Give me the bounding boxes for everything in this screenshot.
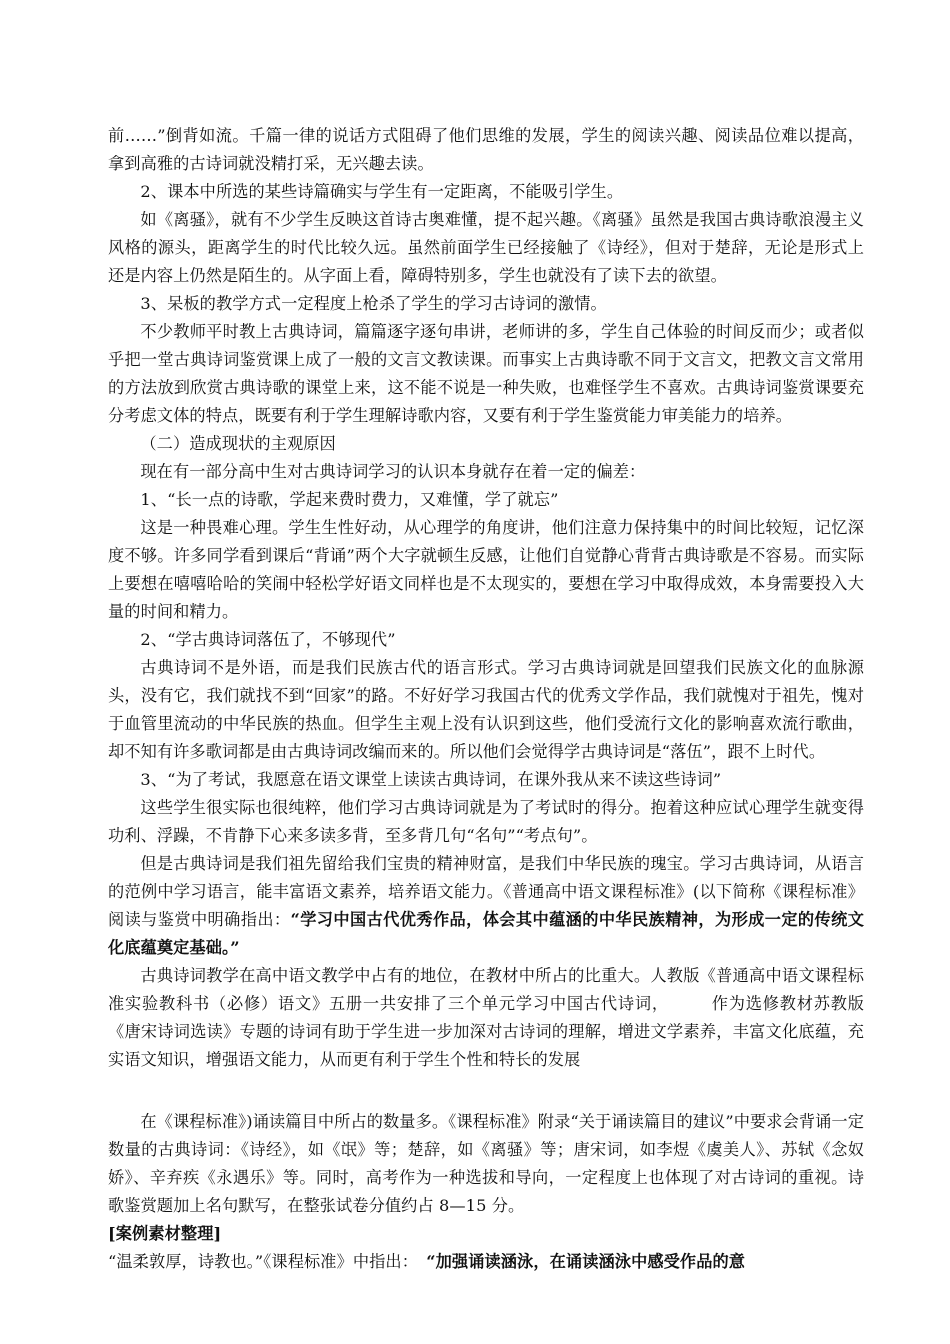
paragraph-15: 古典诗词教学在高中语文教学中占有的地位，在教材中所占的比重大。人教版《普通高中语文课程标准实验教科书（必修）语文》五册一共安排了三个单元学习中国古代诗词， 作为选修教材苏教版《唐宋诗词选读》专题的诗词有助于学生进一步加深对古诗词的理解，增进文学素养，丰富文化底蕴，充实语文知识，增强语文能力，从而更有利于学生个性和特长的发展 [108,966,864,1069]
paragraph-1: 前……”倒背如流。千篇一律的说话方式阻碍了他们思维的发展，学生的阅读兴趣、阅读品位难以提高，拿到高雅的古诗词就没精打采，无兴趣去读。 [108,126,864,173]
paragraph-13: 这些学生很实际也很纯粹，他们学习古典诗词就是为了考试时的得分。抱着这种应试心理学生就变得功利、浮躁，不肯静下心来多读多背，至多背几句“名句”“考点句”。 [108,798,864,845]
paragraph-8: 1、“长一点的诗歌，学起来费时费力，又难懂，学了就忘” [140,490,559,509]
curriculum-standard-quote: “学习中国古代优秀作品，体会其中蕴涵的中华民族精神，为形成一定的传统文化底蕴奠定基础。” [108,910,864,957]
document-body [108,122,864,1276]
paragraph-4: 3、呆板的教学方式一定程度上枪杀了学生的学习古诗词的激情。 [140,294,607,313]
paragraph-14 [108,850,864,962]
paragraph-2: 2、课本中所选的某些诗篇确实与学生有一定距离，不能吸引学生。 [140,182,624,201]
paragraph-10: 2、“学古典诗词落伍了，不够现代” [140,630,396,649]
paragraph-11: 古典诗词不是外语，而是我们民族古代的语言形式。学习古典诗词就是回望我们民族文化的血脉源头，没有它，我们就找不到“回家”的路。不好好学习我国古代的优秀文学作品，我们就愧对于祖先，愧对于血管里流动的中华民族的热血。但学生主观上没有认识到这些，他们受流行文化的影响喜欢流行歌曲，却不知有许多歌词都是由古典诗词改编而来的。所以他们会觉得学古典诗词是“落伍”，跟不上时代。 [108,658,864,761]
recitation-quote: “加强诵读涵泳，在诵读涵泳中感受作品的意 [426,1252,746,1271]
paragraph-14-lead: 但是古典诗词是我们祖先留给我们宝贵的精神财富，是我们中华民族的瑰宝。学习古典诗词，从语言的范例中学习语言，能丰富语文素养，培养语文能力。《普通高中语文课程标准》(以下简称《课程标准》阅读与鉴赏中明确指出： [108,854,864,929]
section-heading-subjective-causes: （二）造成现状的主观原因 [140,434,336,453]
case-material-heading: [案例素材整理] [108,1224,222,1243]
paragraph-7: 现在有一部分高中生对古典诗词学习的认识本身就存在着一定的偏差： [140,462,646,481]
paragraph-gap [108,1074,864,1108]
paragraph-17-lead: “温柔敦厚，诗教也。”《课程标准》中指出： [108,1252,427,1271]
paragraph-16: 在《课程标准》)诵读篇目中所占的数量多。《课程标准》附录“关于诵读篇目的建议”中要求会背诵一定数量的古典诗词：《诗经》，如《氓》等；楚辞，如《离骚》等；唐宋词，如李煜《虞美人》、苏轼《念奴娇》、辛弃疾《永遇乐》等。同时，高考作为一种选拔和导向，一定程度上也体现了对古诗词的重视。诗歌鉴赏题加上名句默写，在整张试卷分值约占 8—15 分。 [108,1112,865,1215]
paragraph-3: 如《离骚》，就有不少学生反映这首诗古奥难懂，提不起兴趣。《离骚》虽然是我国古典诗歌浪漫主义风格的源头，距离学生的时代比较久远。虽然前面学生已经接触了《诗经》，但对于楚辞，无论是形式上还是内容上仍然是陌生的。从字面上看，障碍特别多，学生也就没有了读下去的欲望。 [108,210,864,285]
paragraph-12: 3、“为了考试，我愿意在语文课堂上读读古典诗词，在课外我从来不读这些诗词” [140,770,722,789]
paragraph-9: 这是一种畏难心理。学生生性好动，从心理学的角度讲，他们注意力保持集中的时间比较短，记忆深度不够。许多同学看到课后“背诵”两个大字就顿生反感，让他们自觉静心背背古典诗歌是不容易。而实际上要想在嘻嘻哈哈的笑闹中轻松学好语文同样也是不太现实的，要想在学习中取得成效，本身需要投入大量的时间和精力。 [108,518,864,621]
paragraph-17 [108,1248,864,1276]
paragraph-5: 不少教师平时教上古典诗词，篇篇逐字逐句串讲，老师讲的多，学生自己体验的时间反而少；或者似乎把一堂古典诗词鉴赏课上成了一般的文言文教读课。而事实上古典诗歌不同于文言文，把教文言文常用的方法放到欣赏古典诗歌的课堂上来，这不能不说是一种失败，也难怪学生不喜欢。古典诗词鉴赏课要充分考虑文体的特点，既要有利于学生理解诗歌内容，又要有利于学生鉴赏能力审美能力的培养。 [108,322,864,425]
